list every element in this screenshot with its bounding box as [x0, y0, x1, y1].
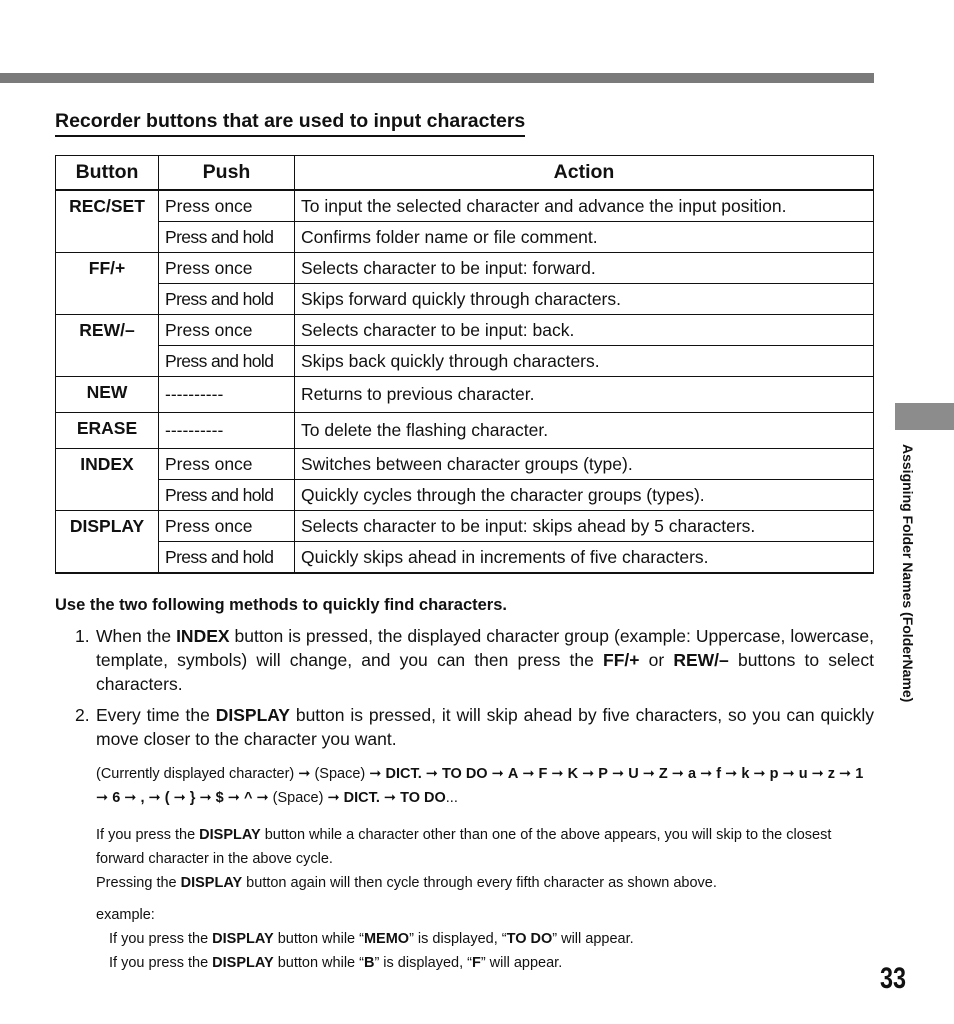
method-text: FF/+ — [603, 650, 640, 670]
example-line — [109, 931, 634, 947]
table-row — [56, 315, 874, 346]
display-note — [96, 823, 874, 895]
action-cell: Quickly cycles through the character groups (types). — [295, 480, 874, 511]
example-text: ” will appear. — [552, 931, 634, 947]
cycle-item: ( — [164, 790, 170, 806]
push-cell: ---------- — [159, 413, 295, 449]
action-cell: Selects character to be input: back. — [295, 315, 874, 346]
cycle-item: } — [189, 790, 196, 806]
button-name-cell: FF/+ — [56, 253, 159, 315]
method-text: INDEX — [176, 626, 230, 646]
push-cell: Press and hold — [159, 542, 295, 574]
cycle-item: a — [687, 766, 697, 782]
cycle-item: F — [538, 766, 548, 782]
character-cycle — [96, 762, 874, 810]
example-text: DISPLAY — [212, 955, 274, 971]
cycle-item: u — [798, 766, 808, 782]
cycle-item: 6 — [112, 790, 121, 806]
example-text: If you press the — [109, 955, 213, 971]
cycle-item: U — [628, 766, 639, 782]
arrow-icon: ➞ — [835, 766, 856, 782]
table-row — [56, 542, 874, 574]
arrow-icon: ➞ — [696, 766, 717, 782]
arrow-icon: ➞ — [638, 766, 659, 782]
arrow-icon: ➞ — [323, 790, 344, 806]
cycle-item: (Currently displayed character) — [96, 766, 295, 782]
cycle-item: A — [507, 766, 519, 782]
note-text: DISPLAY — [180, 875, 243, 891]
push-cell: Press and hold — [159, 346, 295, 377]
method-text: buttons to select characters. — [96, 650, 874, 694]
action-cell: Returns to previous character. — [295, 377, 874, 413]
button-table — [55, 155, 874, 574]
cycle-item: K — [567, 766, 579, 782]
button-name-cell: ERASE — [56, 413, 159, 449]
cycle-item: k — [741, 766, 750, 782]
arrow-icon: ➞ — [749, 766, 770, 782]
method-item — [55, 624, 874, 696]
push-cell: Press and hold — [159, 284, 295, 315]
cycle-item: TO DO — [441, 766, 488, 782]
arrow-icon: ➞ — [120, 790, 141, 806]
cycle-item: Z — [658, 766, 668, 782]
example-text: button while “ — [273, 931, 364, 947]
method-text: button is pressed, it will skip ahead by five characters, so you can quickly move closer to the character you want. — [96, 705, 874, 749]
cycle-item: f — [716, 766, 722, 782]
method-number: 2. — [75, 705, 90, 725]
arrow-icon: ➞ — [667, 766, 688, 782]
cycle-item: P — [598, 766, 608, 782]
push-cell: Press once — [159, 315, 295, 346]
arrow-icon: ➞ — [379, 790, 401, 806]
arrow-icon: ➞ — [721, 766, 742, 782]
button-name-cell: NEW — [56, 377, 159, 413]
method-number: 1. — [75, 626, 90, 646]
header-push: Push — [159, 156, 295, 191]
cycle-item: DICT. — [343, 790, 380, 806]
cycle-ellipsis: ... — [445, 790, 458, 806]
chapter-tab — [895, 403, 954, 430]
cycle-item: , — [140, 790, 145, 806]
arrow-icon: ➞ — [547, 766, 568, 782]
note-text: If you press the — [96, 827, 200, 843]
arrow-icon: ➞ — [252, 790, 273, 806]
arrow-icon: ➞ — [778, 766, 799, 782]
example-text: DISPLAY — [212, 931, 274, 947]
table-row — [56, 253, 874, 284]
table-row — [56, 190, 874, 222]
examples — [109, 927, 869, 975]
example-line — [109, 955, 562, 971]
cycle-item: ^ — [243, 790, 253, 806]
action-cell: Selects character to be input: forward. — [295, 253, 874, 284]
method-text: or — [639, 650, 674, 670]
table-row — [56, 377, 874, 413]
arrow-icon: ➞ — [195, 790, 216, 806]
note-line-2 — [96, 875, 717, 891]
table-row — [56, 284, 874, 315]
example-text: B — [363, 955, 375, 971]
note-text: button again will then cycle through every fifth character as shown above. — [242, 875, 717, 891]
header-action: Action — [295, 156, 874, 191]
page-number: 33 — [880, 962, 907, 995]
method-text: DISPLAY — [215, 705, 290, 725]
table-row — [56, 511, 874, 542]
method-item — [55, 703, 874, 751]
arrow-icon: ➞ — [578, 766, 599, 782]
cycle-item: 1 — [855, 766, 864, 782]
header-rule — [0, 73, 874, 83]
arrow-icon: ➞ — [169, 790, 190, 806]
arrow-icon: ➞ — [607, 766, 629, 782]
cycle-item: p — [769, 766, 779, 782]
cycle-item: (Space) — [314, 766, 366, 782]
cycle-item: $ — [215, 790, 224, 806]
push-cell: Press and hold — [159, 222, 295, 253]
example-text: If you press the — [109, 931, 213, 947]
cycle-item: TO DO — [400, 790, 446, 806]
chapter-side-label: Assigning Folder Names (FolderName) — [900, 444, 916, 703]
push-cell: Press and hold — [159, 480, 295, 511]
note-text: button while a character other than one of the above appears, you will skip to the closest forward character in the above cycle. — [96, 827, 832, 867]
arrow-icon: ➞ — [365, 766, 386, 782]
method-text: Every time the — [96, 705, 216, 725]
methods-list — [55, 624, 874, 758]
table-row — [56, 346, 874, 377]
arrow-icon: ➞ — [421, 766, 442, 782]
header-button: Button — [56, 156, 159, 191]
cycle-item: z — [827, 766, 836, 782]
method-text: button is pressed, the displayed character group (example: Uppercase, lowercase, template, symbols) will change, and you can then press the — [96, 626, 874, 670]
action-cell: Confirms folder name or file comment. — [295, 222, 874, 253]
action-cell: Skips forward quickly through characters. — [295, 284, 874, 315]
example-text: TO DO — [506, 931, 553, 947]
table-row — [56, 449, 874, 480]
action-cell: To input the selected character and advance the input position. — [295, 190, 874, 222]
action-cell: Selects character to be input: skips ahead by 5 characters. — [295, 511, 874, 542]
push-cell: Press once — [159, 253, 295, 284]
table-row — [56, 222, 874, 253]
arrow-icon: ➞ — [96, 790, 113, 806]
note-line-1 — [96, 827, 831, 867]
table-row — [56, 480, 874, 511]
arrow-icon: ➞ — [223, 790, 244, 806]
push-cell: Press once — [159, 449, 295, 480]
table-row — [56, 413, 874, 449]
button-name-cell: DISPLAY — [56, 511, 159, 574]
cycle-item: (Space) — [272, 790, 324, 806]
button-name-cell: REC/SET — [56, 190, 159, 253]
cycle-item: DICT. — [385, 766, 422, 782]
button-name-cell: INDEX — [56, 449, 159, 511]
example-text: ” is displayed, “ — [409, 931, 507, 947]
action-cell: Skips back quickly through characters. — [295, 346, 874, 377]
push-cell: Press once — [159, 190, 295, 222]
example-text: ” will appear. — [480, 955, 563, 971]
example-text: F — [471, 955, 481, 971]
example-text: button while “ — [273, 955, 364, 971]
action-cell: To delete the flashing character. — [295, 413, 874, 449]
table-header-row — [56, 156, 874, 191]
method-text: REW/– — [673, 650, 729, 670]
push-cell: ---------- — [159, 377, 295, 413]
example-text: MEMO — [363, 931, 410, 947]
example-label: example: — [96, 907, 155, 923]
action-cell: Switches between character groups (type). — [295, 449, 874, 480]
push-cell: Press once — [159, 511, 295, 542]
note-text: Pressing the — [96, 875, 181, 891]
arrow-icon: ➞ — [144, 790, 165, 806]
section-title: Recorder buttons that are used to input characters — [55, 109, 525, 137]
table-body — [56, 190, 874, 573]
action-cell: Quickly skips ahead in increments of five characters. — [295, 542, 874, 574]
arrow-icon: ➞ — [518, 766, 539, 782]
method-text: When the — [96, 626, 177, 646]
button-name-cell: REW/– — [56, 315, 159, 377]
example-text: ” is displayed, “ — [374, 955, 472, 971]
arrow-icon: ➞ — [487, 766, 508, 782]
arrow-icon: ➞ — [807, 766, 828, 782]
arrow-icon: ➞ — [294, 766, 315, 782]
methods-heading: Use the two following methods to quickly find characters. — [55, 596, 507, 614]
note-text: DISPLAY — [199, 827, 261, 843]
